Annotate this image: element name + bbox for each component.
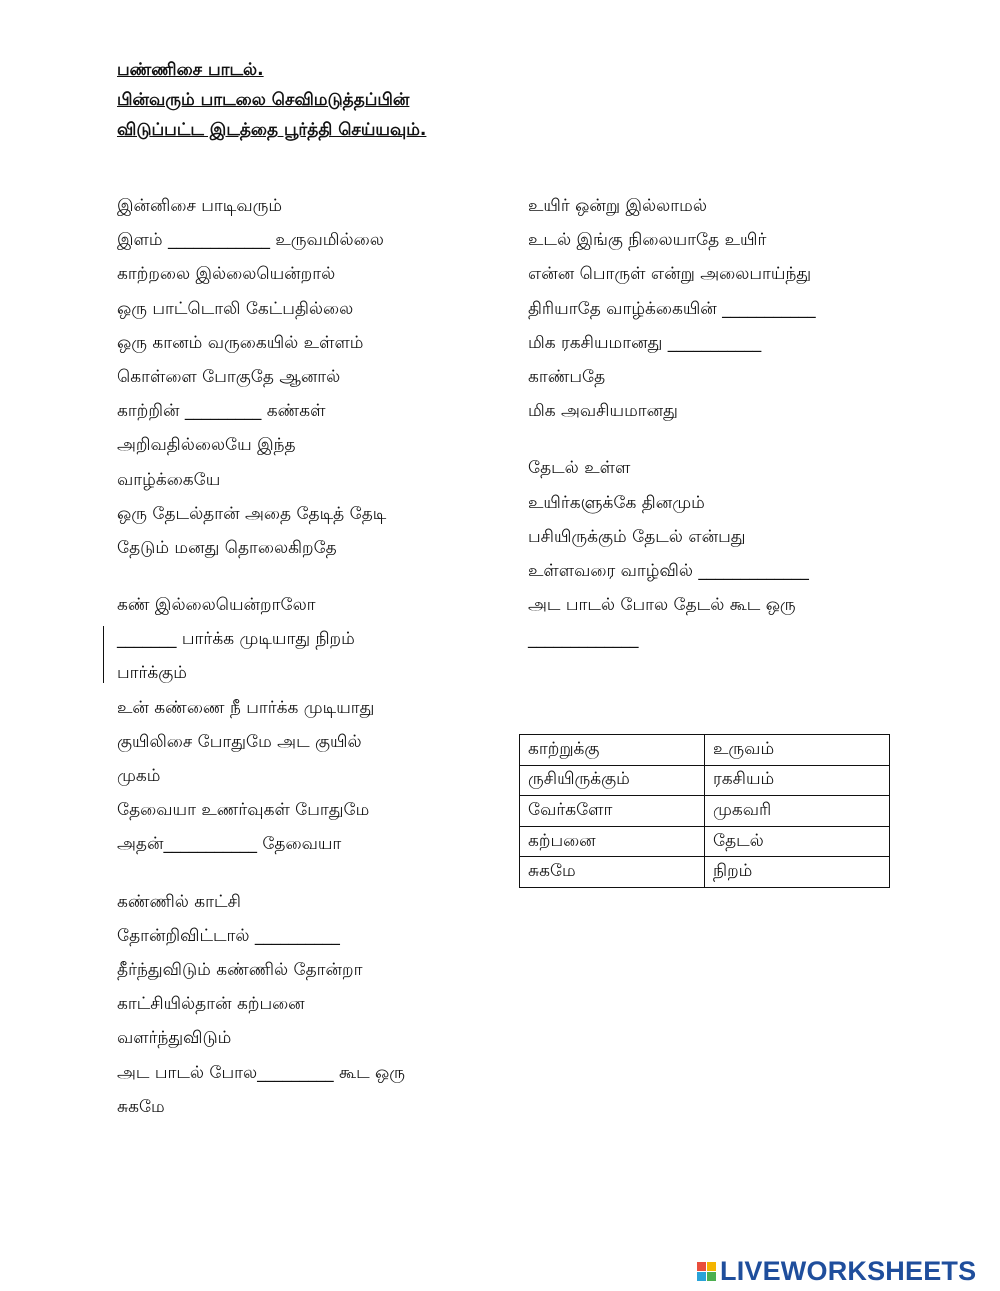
lyric-line: இன்னிசை பாடிவரும் (117, 196, 283, 216)
lyric-line-blank[interactable]: _____________ (528, 629, 639, 650)
lyric-line: காட்சியில்தான் கற்பனை (117, 994, 305, 1015)
right-stanza-2 (528, 451, 816, 656)
left-lyrics-column (117, 189, 405, 1124)
lyric-line: தீர்ந்துவிடும் கண்ணில் தோன்றா (117, 959, 363, 980)
brand-name: LIVEWORKSHEETS (720, 1255, 977, 1286)
lyric-line: தேடல் உள்ள (528, 458, 631, 479)
logo-block (697, 1272, 706, 1281)
lyric-line-blank[interactable]: திரியாதே வாழ்க்கையின் ___________ (528, 298, 816, 319)
word-bank-cell: முகவரி (705, 796, 890, 827)
word-bank-cell: சுகமே (520, 857, 705, 888)
logo-block (707, 1262, 716, 1271)
lyric-line: என்ன பொருள் என்று அலைபாய்ந்து (528, 264, 812, 285)
lyric-line-blank[interactable]: அட பாடல் போல_________ கூட ஒரு (117, 1062, 406, 1083)
lyric-line: கண்ணில் காட்சி (117, 891, 241, 912)
lyric-line: காண்பதே (528, 366, 606, 387)
lyric-line: தேவையா உணர்வுகள் போதுமே (117, 800, 370, 821)
lyric-line-blank[interactable]: மிக ரகசியமானது ___________ (528, 332, 762, 353)
lyric-line: காற்றலை இல்லையென்றால் (117, 264, 336, 285)
table-row (520, 765, 890, 796)
table-row (520, 735, 890, 766)
lyric-line: வளர்ந்துவிடும் (117, 1028, 232, 1049)
word-bank-cell: நிறம் (705, 857, 890, 888)
table-row (520, 857, 890, 888)
word-bank-cell: கற்பனை (520, 826, 705, 857)
left-stanza-1 (117, 189, 405, 565)
lyric-line: கொள்ளை போகுதே ஆனால் (117, 366, 341, 387)
word-bank-cell: காற்றுக்கு (520, 735, 705, 766)
lyric-line: உயிர் ஒன்று இல்லாமல் (528, 196, 707, 216)
lyric-line-blank[interactable]: _______ பார்க்க முடியாது நிறம் (117, 629, 355, 650)
word-bank-cell: தேடல் (705, 826, 890, 857)
lyric-line: மிக அவசியமானது (528, 401, 678, 422)
left-stanza-3 (117, 885, 405, 1124)
lyric-line: ஒரு கானம் வருகையில் உள்ளம் (117, 332, 364, 353)
lyric-line: உயிர்களுக்கே தினமும் (528, 492, 705, 513)
word-bank-cell: ரகசியம் (705, 765, 890, 796)
lyric-line: அறிவதில்லையே இந்த (117, 435, 296, 456)
lyric-line: கண் இல்லையென்றாலோ (117, 595, 316, 616)
lyric-line-blank[interactable]: காற்றின் _________ கண்கள் (117, 401, 326, 422)
worksheet-heading (117, 55, 426, 145)
lyric-line: பசியிருக்கும் தேடல் என்பது (528, 526, 746, 547)
right-stanza-1 (528, 189, 816, 428)
liveworksheets-logo-icon (697, 1262, 716, 1281)
lyric-line: ஒரு தேடல்தான் அதை தேடித் தேடி (117, 503, 387, 524)
lyric-line: வாழ்க்கையே (117, 469, 221, 490)
table-row (520, 796, 890, 827)
lyric-line: முகம் (117, 766, 161, 786)
lyric-line-blank[interactable]: அதன்___________ தேவையா (117, 834, 342, 855)
word-bank-cell: உருவம் (705, 735, 890, 766)
left-stanza-2 (117, 588, 405, 862)
lyric-line-blank[interactable]: இளம் ____________ உருவமில்லை (117, 230, 384, 251)
text-cursor-bar (103, 626, 104, 683)
table-row (520, 826, 890, 857)
lyric-line: தேடும் மனது தொலைகிறதே (117, 537, 337, 558)
word-bank-cell: ருசியிருக்கும் (520, 765, 705, 796)
lyric-line: சுகமே (117, 1096, 165, 1117)
lyric-line: ஒரு பாட்டொலி கேட்பதில்லை (117, 298, 354, 319)
lyric-line: குயிலிசை போதுமே அட குயில் (117, 731, 362, 752)
right-lyrics-column (528, 189, 816, 656)
worksheet-title: பண்ணிசை பாடல். (117, 60, 264, 80)
lyric-line: அட பாடல் போல தேடல் கூட ஒரு (528, 595, 796, 616)
instruction-line-1: பின்வரும் பாடலை செவிமடுத்தப்பின் (117, 90, 410, 110)
word-bank-table (519, 734, 890, 888)
word-bank-cell: வேர்களோ (520, 796, 705, 827)
liveworksheets-brand (697, 1255, 976, 1287)
lyric-line: பார்க்கும் (117, 663, 187, 684)
lyric-line-blank[interactable]: தோன்றிவிட்டால் __________ (117, 925, 340, 946)
logo-block (697, 1262, 706, 1271)
lyric-line: உடல் இங்கு நிலையாதே உயிர் (528, 230, 767, 251)
instruction-line-2: விடுப்பட்ட இடத்தை பூர்த்தி செய்யவும். (117, 120, 427, 140)
lyric-line: உன் கண்ணை நீ பார்க்க முடியாது (117, 697, 375, 718)
lyric-line-blank[interactable]: உள்ளவரை வாழ்வில் _____________ (528, 560, 809, 581)
logo-block (707, 1272, 716, 1281)
